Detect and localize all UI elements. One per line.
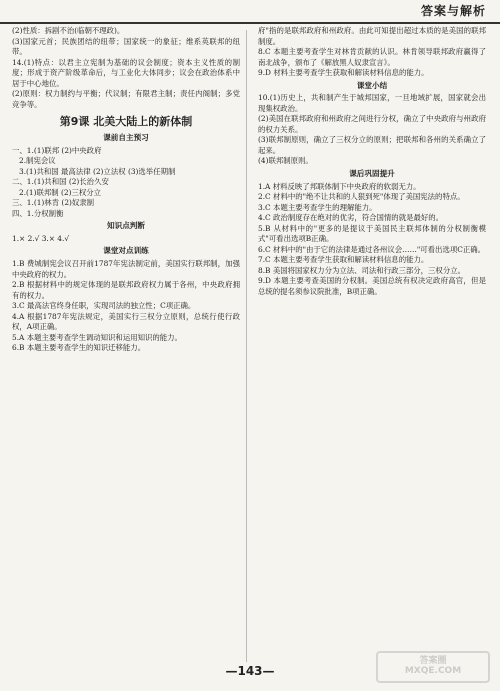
list-item: 5.B 从材料中的"更多的是提议于美国民主联邦体制的分权制衡模式"可看出选项B正确。 bbox=[258, 223, 486, 244]
list-item: 二、1.(1)共和国 (2)长治久安 bbox=[12, 177, 109, 187]
page-header bbox=[0, 0, 500, 24]
list-item: 8.B 美国将国家权力分为立法、司法和行政三部分，三权分立。 bbox=[258, 265, 465, 275]
list-item: 3.(1)共和国 最高法律 (2)立法权 (3)选举任期制 bbox=[19, 166, 176, 176]
list-item: 1.A 材料反映了邦联体制下中央政府的软弱无力。 bbox=[258, 181, 421, 191]
list-item: 1.B 费城制宪会议召开前1787年宪法制定前，美国实行联邦制，加强中央政府的权力。 bbox=[12, 259, 240, 279]
lesson-title: 第9课 北美大陆上的新体制 bbox=[59, 115, 193, 129]
list-item: 6.B 本题主要考查学生的知识迁移能力。 bbox=[12, 343, 146, 353]
right-column bbox=[258, 26, 486, 297]
list-item: 一、1.(1)联邦 (2)中央政府 bbox=[12, 145, 102, 155]
paragraph: 府"指的是联邦政府和州政府。由此可知提出超过本质的是美国的联邦制度。 bbox=[258, 26, 486, 46]
knowledge-answers: 1.× 2.√ 3.× 4.√ bbox=[12, 233, 70, 243]
list-item: 四、1.分权制衡 bbox=[12, 208, 64, 218]
paragraph: 9.D 材料主要考查学生获取和解读材料信息的能力。 bbox=[258, 68, 429, 78]
list-item: (2)美国在联邦政府和州政府之间进行分权，确立了中央政府与州政府的权力关系。 bbox=[258, 114, 486, 134]
list-item: 2.制宪会议 bbox=[19, 156, 56, 166]
class-practice-head: 课堂对点训练 bbox=[103, 246, 149, 256]
knowledge-head: 知识点判断 bbox=[107, 221, 145, 231]
paragraph: 8.C 本题主要考查学生对林肯贡献的认识。林肯领导联邦政府赢得了南北战争，颁布了《解放黑人奴隶宣言》。 bbox=[258, 47, 486, 67]
list-item: 2.B 根据材料中的规定体现的是联邦政府权力属于各州，中央政府拥有的权力。 bbox=[12, 280, 240, 300]
list-item: 4.A 根据1787年宪法规定，美国实行三权分立原则，总统行使行政权，A项正确。 bbox=[12, 311, 240, 332]
list-item: 7.C 本题主要考查学生获取和解读材料信息的能力。 bbox=[258, 255, 429, 265]
paragraph: (2)原则：权力制约与平衡；代议制；有限君主制；责任内阁制；多党竞争等。 bbox=[12, 89, 240, 109]
review-head: 课后巩固提升 bbox=[349, 168, 395, 178]
header-title: 答案与解析 bbox=[420, 4, 486, 18]
list-item: (3)联邦制原则，确立了三权分立的原则；把联邦和各州的关系确立了起来。 bbox=[258, 135, 486, 155]
watermark-logo bbox=[376, 651, 490, 683]
list-item: 2.C 材料中的"绝不让共和的人狠到死"体现了美国宪法的特点。 bbox=[258, 192, 465, 202]
watermark-line1: 答案圈 bbox=[419, 656, 447, 667]
preview-head: 课前自主预习 bbox=[103, 132, 149, 142]
list-item: 三、1.(1)林肯 (2)奴隶制 bbox=[12, 198, 95, 208]
column-divider bbox=[246, 30, 247, 662]
watermark-line2: MXQE.COM bbox=[404, 666, 462, 676]
list-item: 3.C 本题主要考查学生的理解能力。 bbox=[258, 202, 377, 212]
left-column bbox=[12, 26, 240, 354]
list-item: 5.A 本题主要考查学生调动知识和运用知识的能力。 bbox=[12, 332, 182, 342]
page-number: —143— bbox=[225, 664, 275, 678]
list-item: (4)联邦制原则。 bbox=[258, 156, 313, 166]
paragraph: (3)国家元首；民族团结的纽带；国家统一的象征；维系英联邦的纽带。 bbox=[12, 36, 240, 57]
list-item: 4.C 政治制度存在绝对的优劣，符合国情的就是最好的。 bbox=[258, 213, 444, 223]
paragraph: (2)性质：拆剧不治(临朝不理政)。 bbox=[12, 26, 125, 35]
list-item: 10.(1)历史上，共和制产生于城邦国家，一旦地域扩展，国家就会出现集权政治。 bbox=[258, 93, 486, 113]
summary-head: 课堂小结 bbox=[356, 80, 388, 90]
list-item: 3.C 最高法官终身任职，实现司法的独立性；C项正确。 bbox=[12, 301, 196, 311]
paragraph: 14.(1)特点：以君主立宪制为基础的议会制度；资本主义性质的制度；形成于资产阶级革命后，与工业化大体同步；议会在政治体系中居于中心地位。 bbox=[12, 57, 240, 88]
list-item: 9.D 本题主要考查美国的分权制。美国总统有权决定政府高官，但是总统的提名须参议院批准，B项正确。 bbox=[258, 276, 486, 296]
list-item: 2.(1)联邦制 (2)三权分立 bbox=[19, 187, 102, 197]
list-item: 6.C 材料中的"由于它的法律是通过各州议会……"可看出选项C正确。 bbox=[258, 244, 486, 254]
